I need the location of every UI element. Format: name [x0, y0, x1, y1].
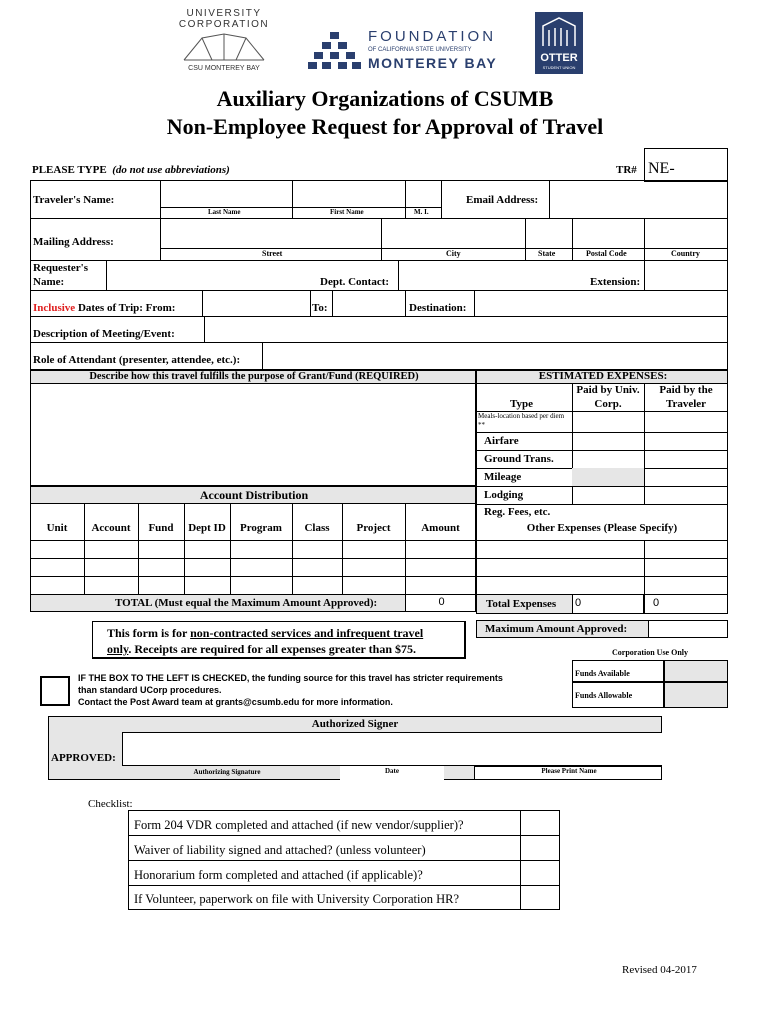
- ucorp-logo-line2: CORPORATION: [178, 19, 270, 30]
- authorizing-signature-caption: Authorizing Signature: [193, 768, 261, 776]
- date-caption: Date: [385, 767, 399, 775]
- role-label: Role of Attendant (presenter, attendee, etc.):: [33, 354, 241, 366]
- email-field[interactable]: [549, 180, 728, 218]
- corporation-use-title: Corporation Use Only: [612, 648, 688, 657]
- other-expense-row-2[interactable]: [476, 576, 644, 594]
- stricter-requirements-checkbox[interactable]: [40, 676, 70, 706]
- extension-label: Extension:: [590, 276, 641, 288]
- dates-of-trip-label: [33, 302, 175, 314]
- airfare-univ-field[interactable]: [572, 432, 644, 450]
- col-dept-id: Dept ID: [188, 522, 226, 534]
- requester-name-field[interactable]: [106, 260, 318, 290]
- col-program: Program: [240, 522, 282, 534]
- lodging-univ-field[interactable]: [572, 486, 644, 504]
- account-row-2[interactable]: [30, 558, 476, 576]
- col-class: Class: [304, 522, 330, 534]
- title-line1: Auxiliary Organizations of CSUMB: [216, 86, 554, 111]
- extension-field[interactable]: [644, 260, 728, 290]
- travelers-name-label: Traveler's Name:: [33, 194, 115, 206]
- country-caption: Country: [671, 249, 700, 258]
- state-field[interactable]: [525, 218, 572, 248]
- meals-note: Meals-location based per diem **: [478, 412, 565, 429]
- meals-traveler-field[interactable]: [644, 411, 728, 432]
- notice-line1: [107, 626, 423, 641]
- city-field[interactable]: [381, 218, 525, 248]
- max-amount-field[interactable]: [648, 620, 728, 638]
- destination-label: Destination:: [409, 302, 467, 314]
- approved-signature-field[interactable]: [122, 732, 662, 766]
- authorized-signer-header: Authorized Signer: [311, 718, 399, 730]
- checklist-item-1: Form 204 VDR completed and attached (if new vendor/supplier)?: [134, 818, 464, 832]
- col-fund: Fund: [148, 522, 174, 534]
- otter-logo-line2: STUDENT UNION: [542, 65, 576, 70]
- checkbox-note-line2: than standard UCorp procedures.: [78, 685, 222, 695]
- requester-label-2: Name:: [33, 276, 65, 288]
- tr-prefix: NE-: [648, 160, 675, 177]
- description-label: Description of Meeting/Event:: [33, 328, 175, 340]
- estimated-expenses-header: ESTIMATED EXPENSES:: [538, 370, 668, 382]
- dept-contact-field[interactable]: [398, 260, 588, 290]
- other-expenses-label: Other Expenses (Please Specify): [526, 522, 678, 534]
- ucorp-logo-line1: UNIVERSITY: [186, 8, 262, 19]
- notice-box: [92, 621, 466, 659]
- checklist-check-3[interactable]: [520, 860, 560, 885]
- funds-allowable-label-cell: [572, 682, 664, 708]
- notice-line2: [107, 642, 416, 657]
- description-field[interactable]: [204, 316, 728, 342]
- col-unit: Unit: [46, 522, 68, 534]
- mi-caption: M. I.: [414, 208, 429, 216]
- notice-line1-underlined: non-contracted services and infrequent travel: [190, 626, 424, 640]
- ucorp-logo: [172, 8, 276, 74]
- please-type: [32, 164, 230, 176]
- total-univ-value: 0: [575, 597, 582, 609]
- otter-building-icon: [539, 16, 579, 50]
- otter-logo: [535, 12, 583, 74]
- city-caption: City: [446, 249, 461, 258]
- funds-allowable-label: Funds Allowable: [575, 691, 633, 700]
- first-name-field[interactable]: [292, 180, 405, 207]
- role-field[interactable]: [262, 342, 728, 370]
- account-distribution-header: [30, 486, 476, 504]
- postal-caption: Postal Code: [586, 249, 627, 258]
- tr-label: TR#: [616, 164, 637, 176]
- foundation-logo-line2: OF CALIFORNIA STATE UNIVERSITY: [368, 47, 472, 53]
- ucorp-logo-line3: CSU MONTEREY BAY: [188, 65, 260, 72]
- foundation-blocks-icon: [308, 32, 362, 72]
- checklist-check-4[interactable]: [520, 885, 560, 910]
- account-total-label: TOTAL (Must equal the Maximum Amount Approved):: [115, 597, 378, 609]
- street-field[interactable]: [160, 218, 381, 248]
- ground-trans-label: Ground Trans.: [484, 453, 554, 465]
- dates-from-label: Dates of Trip: From:: [75, 302, 176, 314]
- foundation-logo: [308, 28, 518, 74]
- checklist-item-3: Honorarium form completed and attached (if applicable)?: [134, 868, 423, 882]
- checklist-check-1[interactable]: [520, 810, 560, 835]
- ground-traveler-field[interactable]: [644, 450, 728, 468]
- max-amount-label: Maximum Amount Approved:: [485, 623, 628, 635]
- requester-label-1: Requester's: [33, 262, 88, 274]
- checkbox-note-line1: IF THE BOX TO THE LEFT IS CHECKED, the funding source for this travel has stricter requirements: [78, 673, 503, 683]
- last-name-caption: Last Name: [208, 208, 241, 216]
- authorizing-signature-caption-cell: [122, 766, 332, 780]
- purpose-header: [30, 370, 476, 384]
- paid-by-traveler-header: Paid by the Traveler: [659, 384, 713, 410]
- street-caption: Street: [262, 249, 283, 258]
- dept-contact-label: Dept. Contact:: [320, 276, 390, 288]
- destination-field[interactable]: [474, 290, 728, 316]
- approved-label: APPROVED:: [51, 752, 116, 764]
- airfare-traveler-field[interactable]: [644, 432, 728, 450]
- first-name-caption: First Name: [330, 208, 364, 216]
- date-from-field[interactable]: [202, 290, 310, 316]
- type-header: Type: [510, 398, 534, 410]
- purpose-label: Describe how this travel fulfills the purpose of Grant/Fund (REQUIRED): [89, 371, 419, 382]
- checklist-check-2[interactable]: [520, 835, 560, 860]
- funds-available-label-cell: [572, 660, 664, 682]
- col-amount: Amount: [421, 522, 460, 534]
- notice-line2-underlined: only: [107, 642, 129, 656]
- total-traveler-value: 0: [653, 597, 660, 609]
- lodging-label: Lodging: [484, 489, 524, 501]
- ucorp-ship-icon: [182, 32, 266, 64]
- to-label: To:: [312, 302, 328, 314]
- notice-line1-pre: This form is for: [107, 626, 191, 640]
- account-row-3[interactable]: [30, 576, 476, 594]
- email-label: Email Address:: [466, 194, 539, 206]
- account-total-field: [405, 594, 476, 612]
- mailing-address-label: Mailing Address:: [33, 236, 114, 248]
- title-line2: Non-Employee Request for Approval of Travel: [166, 114, 604, 139]
- expenses-header-row: [476, 370, 728, 384]
- total-traveler-cell: [644, 594, 728, 614]
- date-to-field[interactable]: [332, 290, 405, 316]
- inclusive-label: Inclusive: [33, 302, 76, 314]
- no-abbreviations-note: (do not use abbreviations): [112, 164, 230, 176]
- lodging-traveler-field[interactable]: [644, 486, 728, 504]
- please-type-label: PLEASE TYPE: [32, 164, 107, 176]
- meals-univ-field[interactable]: [572, 411, 644, 432]
- checklist-label: Checklist:: [88, 798, 133, 810]
- date-caption-cell: [340, 766, 444, 780]
- mileage-univ-cell: [572, 468, 644, 486]
- mileage-traveler-field[interactable]: [644, 468, 728, 486]
- other-expense-row-1[interactable]: [476, 540, 644, 576]
- purpose-field[interactable]: [30, 384, 476, 486]
- country-field[interactable]: [644, 218, 728, 248]
- mileage-label: Mileage: [484, 471, 522, 483]
- funds-allowable-field[interactable]: [664, 682, 728, 708]
- checklist-item-4: If Volunteer, paperwork on file with University Corporation HR?: [134, 892, 460, 906]
- funds-available-label: Funds Available: [575, 669, 630, 678]
- col-project: Project: [356, 522, 391, 534]
- account-row-1[interactable]: [30, 540, 476, 558]
- revised-date: Revised 04-2017: [622, 964, 697, 976]
- reg-fees-label: Reg. Fees, etc.: [484, 506, 551, 518]
- tr-number-field[interactable]: [644, 148, 728, 182]
- paid-by-univ-header: Paid by Univ. Corp.: [576, 384, 640, 410]
- last-name-field[interactable]: [160, 180, 292, 207]
- col-account: Account: [91, 522, 131, 534]
- postal-code-field[interactable]: [572, 218, 644, 248]
- total-univ-cell: [572, 594, 644, 614]
- notice-line2-post: . Receipts are required for all expenses greater than $75.: [128, 642, 416, 656]
- checklist-item-2: Waiver of liability signed and attached? (unless volunteer): [134, 843, 426, 857]
- state-caption: State: [538, 249, 556, 258]
- foundation-logo-line3: MONTEREY BAY: [368, 55, 498, 71]
- account-total-value: 0: [438, 596, 445, 608]
- mi-field[interactable]: [405, 180, 441, 207]
- total-expenses-label: Total Expenses: [486, 598, 557, 610]
- ground-univ-field[interactable]: [572, 450, 644, 468]
- airfare-label: Airfare: [484, 435, 519, 447]
- checkbox-note-line3: Contact the Post Award team at grants@csumb.edu for more information.: [78, 697, 393, 707]
- otter-logo-line1: OTTER: [540, 52, 578, 64]
- foundation-logo-line1: FOUNDATION: [368, 28, 497, 45]
- funds-available-field[interactable]: [664, 660, 728, 682]
- print-name-caption-cell: [474, 766, 662, 780]
- print-name-caption: Please Print Name: [541, 767, 597, 775]
- account-distribution-title: Account Distribution: [199, 488, 309, 502]
